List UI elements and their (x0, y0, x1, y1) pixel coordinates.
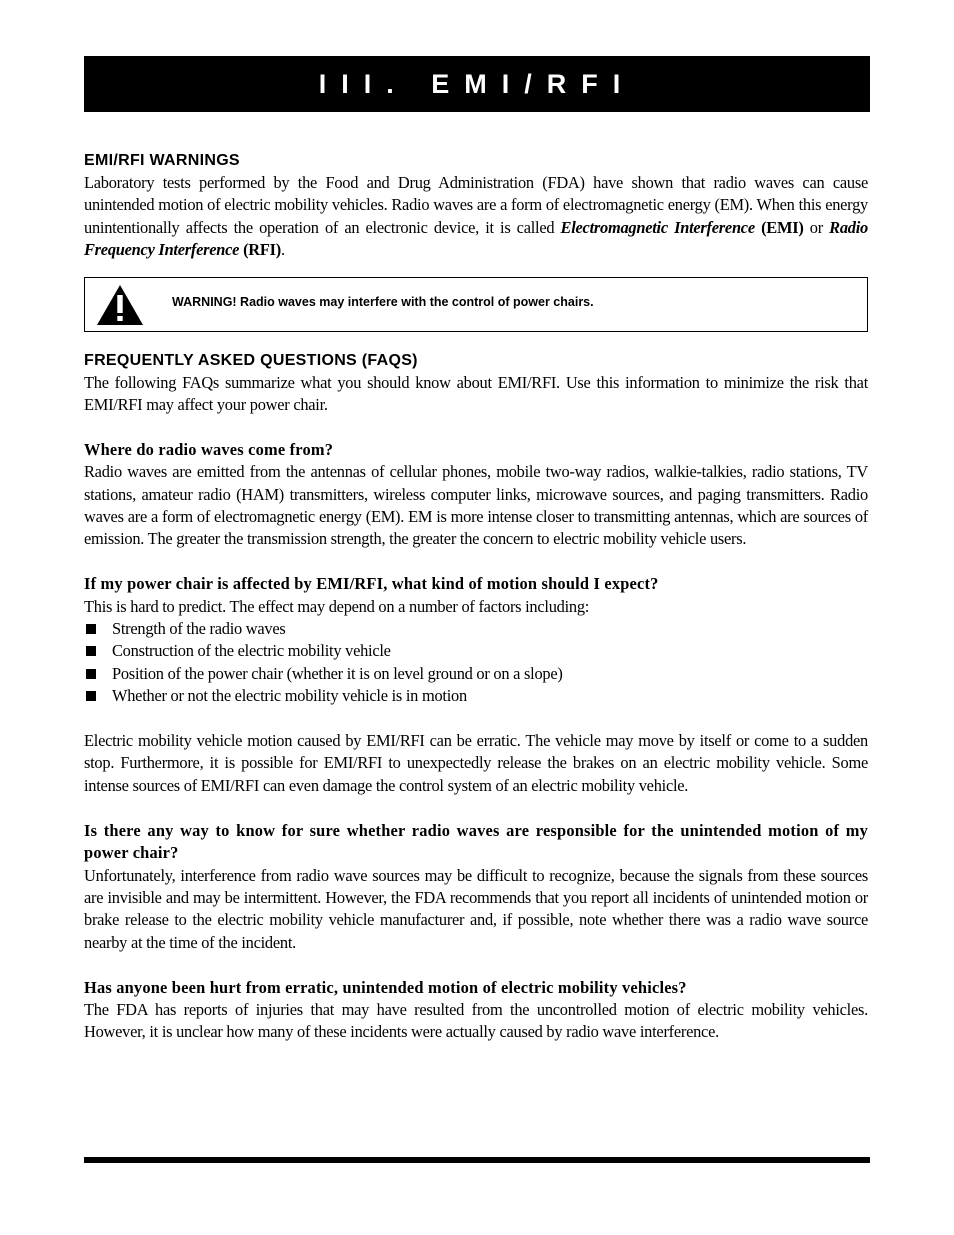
bullet-square-icon (86, 669, 96, 679)
rfi-term: Radio Frequency Interference (84, 217, 868, 260)
list-item: Strength of the radio waves (84, 618, 868, 640)
faq-answer-1: Radio waves are emitted from the antennas of cellular phones, mobile two-way radios, walkie-talkies, radio stations, TV stations, amateur radio (HAM) transmitters, wireless computer links, microwave sources, and paging transmitters. Radio waves are a form of electromagnetic energy (EM). EM is more intense closer to transmitting antennas, which are sources of emission. The greater the transmission strength, the greater the concern to electric mobility vehicle users. (84, 462, 868, 549)
faqs-heading: FREQUENTLY ASKED QUESTIONS (FAQS) (84, 351, 418, 369)
section-title: III. EMI/RFI (84, 56, 870, 112)
factor-list (84, 618, 868, 708)
warning-triangle-icon (95, 283, 145, 327)
list-item: Whether or not the electric mobility vehicle is in motion (84, 685, 868, 707)
warning-text: WARNING! Radio waves may interfere with the control of power chairs. (172, 294, 594, 309)
bottom-rule (84, 1157, 870, 1163)
bullet-square-icon (86, 624, 96, 634)
emi-rfi-warnings-paragraph: Laboratory tests performed by the Food and Drug Administration (FDA) have shown that radio waves can cause unintended motion of electric mobility vehicles. Radio waves are a form of electromagnetic energy (EM). When this energy unintentionally affects the operation of an electronic device, it is called Electromagnetic Interference (EMI) or Radio Frequency Interference (RFI). (84, 173, 868, 260)
list-item: Position of the power chair (whether it is on level ground or on a slope) (84, 663, 868, 685)
faq-answer-2-intro: This is hard to predict. The effect may depend on a number of factors including: (84, 596, 590, 616)
faq-answer-3: Unfortunately, interference from radio wave sources may be difficult to recognize, because the signals from these sources are invisible and may be intermittent. However, the FDA recommends that you report all incidents of unintended motion or brake release to the electric mobility vehicle manufacturer and, if possible, note whether there was a radio wave source nearby at the time of the incident. (84, 865, 868, 952)
rfi-abbr: (RFI) (243, 240, 281, 260)
faq-question-2: If my power chair is affected by EMI/RFI, what kind of motion should I expect? (84, 574, 659, 594)
bullet-square-icon (86, 646, 96, 656)
faq-answer-4: The FDA has reports of injuries that may have resulted from the uncontrolled motion of electric mobility vehicles. However, it is unclear how many of these incidents were actually caused by radio wave interference. (84, 999, 868, 1042)
faq-answer-2-follow: Electric mobility vehicle motion caused by EMI/RFI can be erratic. The vehicle may move by itself or come to a sudden stop. Furthermore, it is possible for EMI/RFI to unexpectedly release the brakes on an electric mobility vehicle. Some intense sources of EMI/RFI can even damage the control system of an electric mobility vehicle. (84, 731, 868, 795)
page-content (84, 150, 868, 1044)
faq-question-1: Where do radio waves come from? (84, 439, 334, 459)
emi-abbr: (EMI) (761, 217, 804, 237)
faq-question-3: Is there any way to know for sure whether radio waves are responsible for the unintended motion of my power chair? (84, 820, 868, 863)
faqs-intro: The following FAQs summarize what you should know about EMI/RFI. Use this information to minimize the risk that EMI/RFI may affect your power chair. (84, 372, 868, 415)
bullet-square-icon (86, 691, 96, 701)
emi-rfi-warnings-heading: EMI/RFI WARNINGS (84, 152, 240, 169)
warning-box (84, 277, 868, 332)
list-item: Construction of the electric mobility vehicle (84, 640, 868, 662)
faq-question-4: Has anyone been hurt from erratic, unintended motion of electric mobility vehicles? (84, 977, 687, 997)
emi-term: Electromagnetic Interference (560, 217, 755, 237)
